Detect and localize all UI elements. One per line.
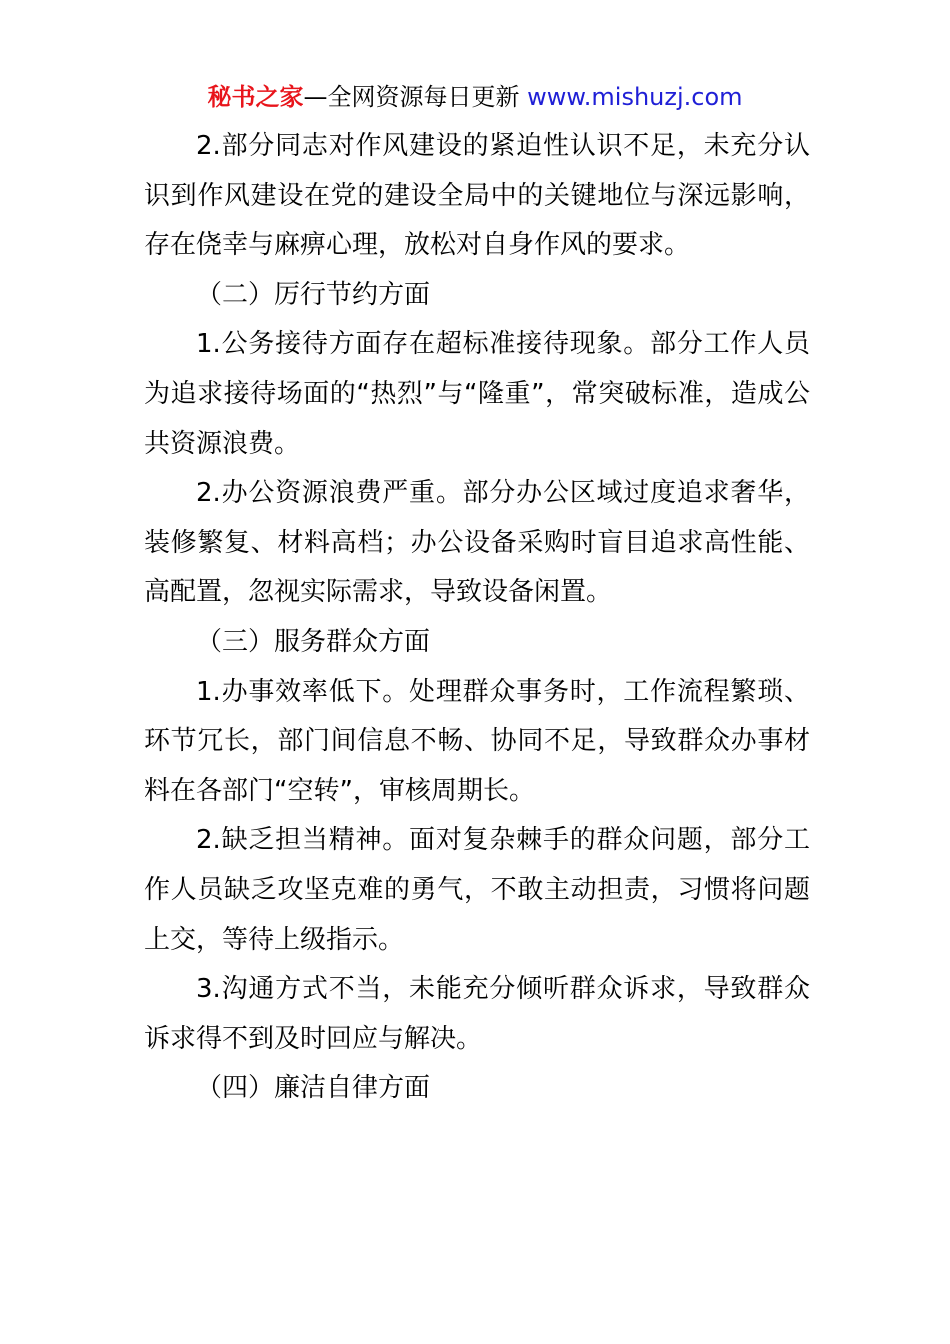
section-heading-frugality: （二）厉行节约方面 — [196, 279, 431, 310]
site-header — [0, 80, 950, 114]
section-heading-serving-public: （三）服务群众方面 — [196, 626, 431, 657]
paragraph-item-3-communication: 3.沟通方式不当，未能充分倾听群众诉求，导致群众诉求得不到及时回应与解决。 — [144, 974, 810, 1054]
paragraph-item-1-reception: 1.公务接待方面存在超标准接待现象。部分工作人员为追求接待场面的“热烈”与“隆重”，常突破标准，造成公共资源浪费。 — [144, 329, 810, 459]
document-body — [144, 122, 810, 1114]
paragraph-item-2-awareness: 2.部分同志对作风建设的紧迫性认识不足，未充分认识到作风建设在党的建设全局中的关键地位与深远影响，存在侥幸与麻痹心理，放松对自身作风的要求。 — [144, 131, 810, 261]
paragraph-item-1-efficiency: 1.办事效率低下。处理群众事务时，工作流程繁琐、环节冗长，部门间信息不畅、协同不足，导致群众办事材料在各部门“空转”，审核周期长。 — [144, 676, 810, 806]
paragraph-item-2-office-waste: 2.办公资源浪费严重。部分办公区域过度追求奢华，装修繁复、材料高档；办公设备采购时盲目追求高性能、高配置，忽视实际需求，导致设备闲置。 — [144, 478, 810, 608]
section-heading-integrity: （四）廉洁自律方面 — [196, 1073, 431, 1104]
site-url-link[interactable]: www.mishuzj.com — [527, 83, 743, 111]
paragraph-item-2-responsibility: 2.缺乏担当精神。面对复杂棘手的群众问题，部分工作人员缺乏攻坚克难的勇气，不敢主动担责，习惯将问题上交，等待上级指示。 — [144, 825, 810, 955]
brand-name: 秘书之家 — [207, 83, 304, 111]
header-slogan: —全网资源每日更新 — [303, 83, 528, 111]
